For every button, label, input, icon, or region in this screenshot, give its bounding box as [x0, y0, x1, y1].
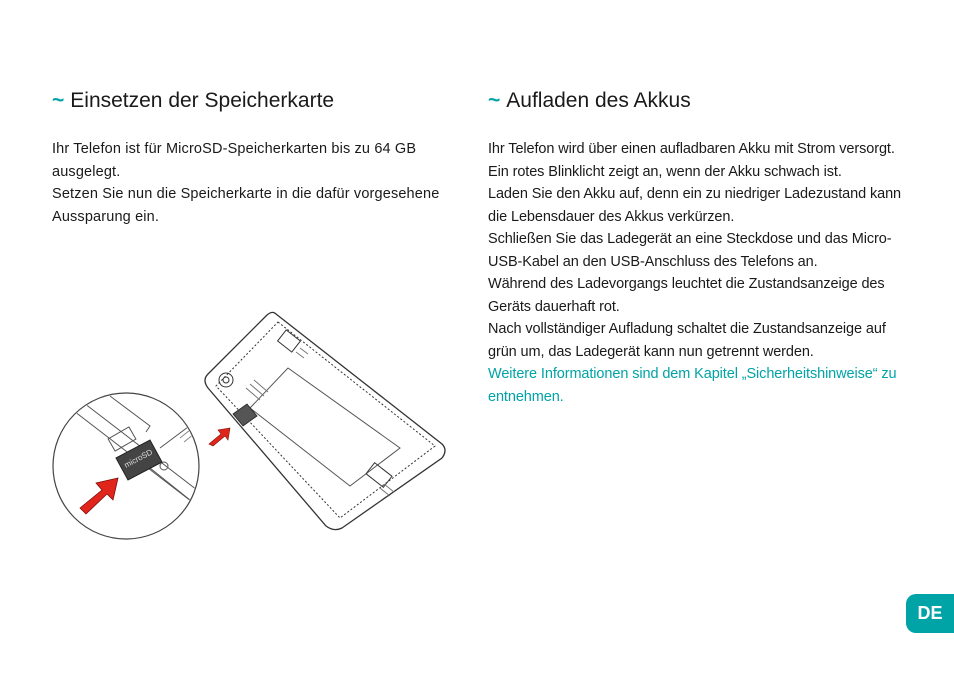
paragraph: Setzen Sie nun die Speicherkarte in die dafür vorgesehene Aussparung ein.: [52, 186, 440, 225]
paragraph: Während des Ladevorgangs leuchtet die Zustandsanzeige des Geräts dauerhaft rot.: [488, 276, 885, 315]
heading-text: Einsetzen der Speicherkarte: [70, 89, 335, 112]
zoom-circle: [53, 393, 220, 539]
heading-text: Aufladen des Akkus: [506, 89, 691, 112]
arrow-small-icon: [209, 428, 230, 446]
paragraph: Schließen Sie das Ladegerät an eine Steckdose und das Micro-USB-Kabel an den USB-Anschluss des Telefons an.: [488, 231, 892, 270]
section-heading: [52, 86, 464, 116]
paragraph: Ein rotes Blinklicht zeigt an, wenn der Akku schwach ist.: [488, 163, 842, 180]
paragraph: Nach vollständiger Aufladung schaltet die Zustandsanzeige auf grün um, das Ladegerät kann nun getrennt werden.: [488, 321, 886, 360]
card-label: microSD: [122, 447, 155, 470]
paragraph: Ihr Telefon wird über einen aufladbaren Akku mit Strom versorgt.: [488, 141, 895, 157]
memory-card-illustration: [50, 308, 450, 544]
microsd-card-small: [233, 404, 257, 426]
heading-tilde: ~: [488, 89, 501, 112]
paragraph: Laden Sie den Akku auf, denn ein zu niedriger Ladezustand kann die Lebensdauer des Akkus verkürzen.: [488, 186, 902, 225]
safety-reference-link: Weitere Informationen sind dem Kapitel „Sicherheitshinweise“ zu entnehmen.: [488, 366, 897, 405]
language-badge: DE: [906, 594, 954, 633]
heading-tilde: ~: [52, 89, 65, 112]
paragraph: Ihr Telefon ist für MicroSD-Speicherkarten bis zu 64 GB ausgelegt.: [52, 141, 417, 180]
section-memory-card: [52, 86, 464, 228]
section-heading: [488, 86, 902, 116]
section-body: [52, 138, 464, 228]
section-body: [488, 138, 902, 408]
section-battery-charging: [488, 86, 902, 408]
